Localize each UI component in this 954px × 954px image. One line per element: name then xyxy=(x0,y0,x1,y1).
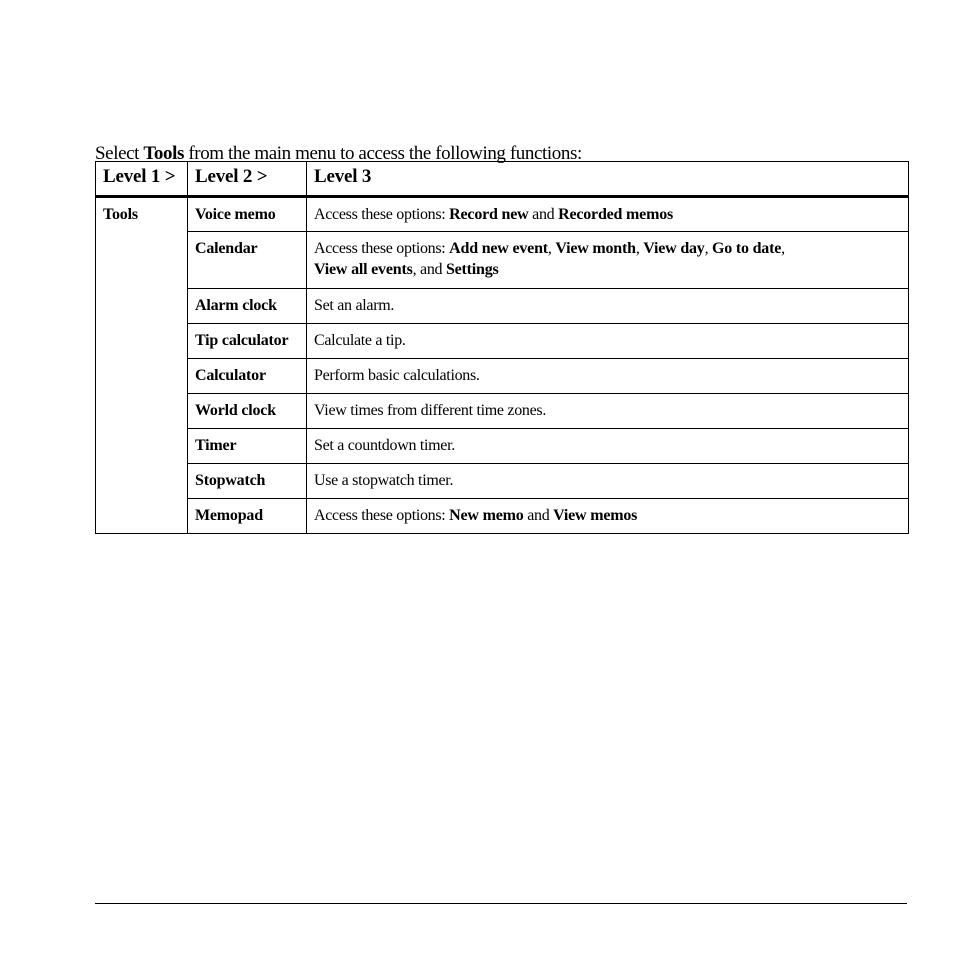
table-row xyxy=(96,359,909,394)
level2-cell: Memopad xyxy=(188,499,307,534)
description-text: Perform basic calculations. xyxy=(314,367,480,384)
option-name: View all events xyxy=(314,261,413,278)
level2-cell: Timer xyxy=(188,429,307,464)
table-row xyxy=(96,464,909,499)
level3-cell xyxy=(307,394,909,429)
level2-cell: World clock xyxy=(188,394,307,429)
level3-cell xyxy=(307,324,909,359)
option-name: View memos xyxy=(553,507,638,524)
level2-cell: Voice memo xyxy=(188,197,307,232)
level2-cell: Alarm clock xyxy=(188,289,307,324)
intro-suffix: from the main menu to access the following functions: xyxy=(183,143,582,164)
description-text: and xyxy=(523,507,554,524)
level3-cell xyxy=(307,429,909,464)
description-text: Calculate a tip. xyxy=(314,332,406,349)
level3-cell xyxy=(307,464,909,499)
option-name: View day xyxy=(643,240,705,257)
description-text: Use a stopwatch timer. xyxy=(314,472,454,489)
description-text: , xyxy=(704,240,713,257)
table-row xyxy=(96,289,909,324)
description-text: Access these options: xyxy=(314,206,450,223)
level3-cell xyxy=(307,289,909,324)
level2-cell: Tip calculator xyxy=(188,324,307,359)
level2-cell: Stopwatch xyxy=(188,464,307,499)
option-name: New memo xyxy=(449,507,524,524)
table-row xyxy=(96,429,909,464)
description-text: , xyxy=(635,240,644,257)
option-name: Settings xyxy=(445,261,499,278)
table-body xyxy=(96,197,909,534)
description-text: Access these options: xyxy=(314,240,450,257)
level1-cell: Tools xyxy=(96,197,188,534)
intro-bold-tools: Tools xyxy=(143,143,184,164)
table-row xyxy=(96,197,909,232)
description-text: Access these options: xyxy=(314,507,450,524)
header-row xyxy=(96,162,909,197)
table-row xyxy=(96,394,909,429)
level2-cell: Calendar xyxy=(188,232,307,289)
table-row xyxy=(96,232,909,289)
header-level-1: Level 1 > xyxy=(96,162,188,197)
tools-menu-table xyxy=(95,161,909,534)
table-row xyxy=(96,499,909,534)
description-text: Set an alarm. xyxy=(314,297,395,314)
option-name: View month xyxy=(555,240,636,257)
table-row xyxy=(96,324,909,359)
level3-cell xyxy=(307,232,909,289)
footer-rule xyxy=(95,903,907,904)
header-level-2: Level 2 > xyxy=(188,162,307,197)
description-text: , xyxy=(781,240,785,257)
option-name: Record new xyxy=(449,206,529,223)
option-name: Go to date xyxy=(712,240,782,257)
level3-cell xyxy=(307,359,909,394)
intro-prefix: Select xyxy=(95,143,144,164)
option-name: Add new event xyxy=(449,240,548,257)
description-text: , xyxy=(547,240,556,257)
description-text: and xyxy=(528,206,559,223)
option-name: Recorded memos xyxy=(558,206,674,223)
description-text: Set a countdown timer. xyxy=(314,437,455,454)
description-text: , and xyxy=(412,261,446,278)
level3-cell xyxy=(307,499,909,534)
description-text: View times from different time zones. xyxy=(314,402,547,419)
level2-cell: Calculator xyxy=(188,359,307,394)
level3-cell xyxy=(307,197,909,232)
header-level-3: Level 3 xyxy=(307,162,909,197)
